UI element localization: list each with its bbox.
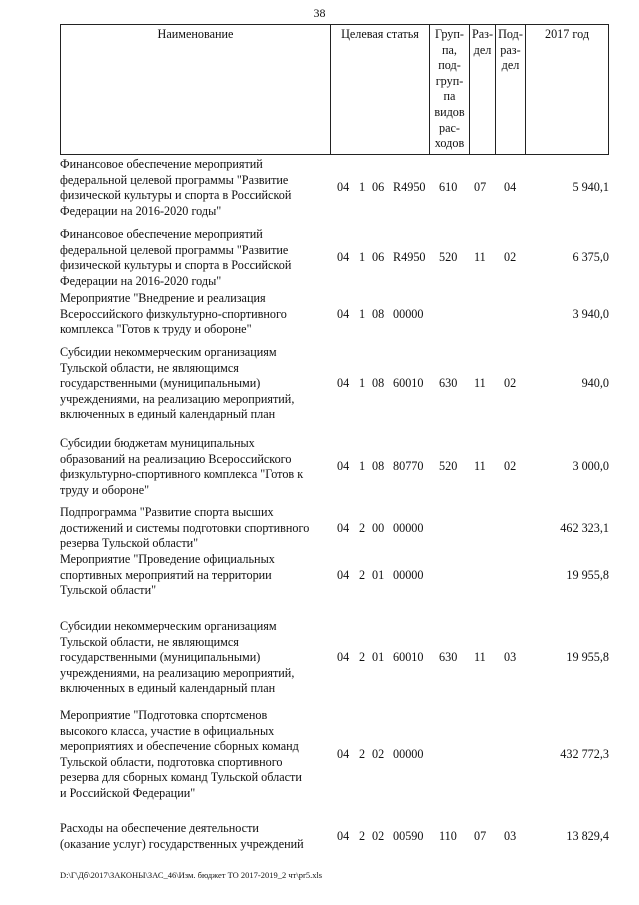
row-name-line: спортивных мероприятий на территории: [60, 567, 272, 582]
amount-2017: 432 772,3: [560, 747, 609, 761]
row-name-line: Мероприятие "Подготовка спортсменов: [60, 708, 268, 722]
row-name-line: включенных в единый календарный план: [60, 681, 276, 696]
amount-2017: 19 955,8: [566, 650, 609, 665]
row-name-line: резерва Тульской области": [60, 536, 199, 551]
target-code-program: 04: [337, 250, 350, 265]
header-line: груп-: [435, 73, 464, 88]
target-code-program: 04: [337, 567, 350, 582]
row-name-line: Мероприятие "Внедрение и реализация: [60, 291, 266, 305]
amount-2017: 13 829,4: [566, 828, 609, 843]
header-line: па,: [442, 42, 457, 57]
row-name-line: Федерации на 2016-2020 годы": [60, 203, 222, 218]
target-code-program: 04: [337, 180, 350, 195]
row-name-line: труду и обороне": [60, 482, 150, 497]
group-code: 630: [439, 650, 458, 665]
header-target: Целевая статья: [330, 25, 429, 154]
row-name: [60, 821, 330, 852]
target-code-event: 08: [372, 376, 385, 391]
header-group: [429, 25, 469, 154]
row-name-line: Тульской области, не являющимся: [60, 360, 239, 375]
group-code: 110: [439, 828, 457, 843]
target-code-direction: 80770: [393, 459, 424, 474]
row-name-line: Подпрограмма "Развитие спорта высших: [60, 505, 274, 519]
target-code-direction: 60010: [393, 650, 424, 665]
row-name-line: Расходы на обеспечение деятельности: [60, 821, 259, 835]
header-year: 2017 год: [525, 25, 608, 154]
row-name-line: Федерации на 2016-2020 годы": [60, 273, 222, 288]
subsection-code: 02: [504, 376, 517, 391]
row-name-line: Всероссийского физкультурно-спортивного: [60, 306, 287, 321]
row-name-line: физической культуры и спорта в Российской: [60, 188, 292, 203]
group-code: 520: [439, 250, 458, 265]
section-code: 11: [474, 650, 486, 665]
row-name-line: федеральной целевой программы "Развитие: [60, 242, 289, 257]
section-code: 07: [474, 180, 487, 195]
target-code-subprogram: 2: [359, 567, 366, 582]
header-line: раз-: [500, 42, 521, 57]
amount-2017: 6 375,0: [572, 250, 609, 265]
target-code-subprogram: 1: [359, 376, 366, 391]
table-header: [60, 24, 609, 155]
row-name: [60, 227, 330, 289]
target-code-subprogram: 1: [359, 306, 366, 321]
subsection-code: 04: [504, 180, 517, 195]
header-line: Под-: [498, 27, 523, 41]
row-name-line: мероприятиях и обеспечение сборных команд: [60, 739, 299, 754]
row-name-line: учреждениями, на реализацию мероприятий,: [60, 665, 295, 680]
section-code: 11: [474, 250, 486, 265]
target-code-program: 04: [337, 520, 350, 535]
target-code-program: 04: [337, 376, 350, 391]
header-line: дел: [501, 58, 520, 73]
target-code-program: 04: [337, 650, 350, 665]
target-code-event: 08: [372, 306, 385, 321]
target-code-event: 02: [372, 828, 385, 843]
row-name: [60, 436, 330, 498]
target-code-subprogram: 1: [359, 250, 366, 265]
row-name: [60, 619, 330, 697]
header-line: под-: [438, 58, 461, 73]
amount-2017: 19 955,8: [566, 567, 609, 582]
target-code-direction: 00000: [393, 747, 424, 761]
target-code-event: 06: [372, 250, 385, 265]
subsection-code: 02: [504, 459, 517, 474]
target-code-event: 00: [372, 520, 385, 535]
row-name-line: достижений и системы подготовки спортивного: [60, 520, 310, 535]
target-code-direction: R4950: [393, 250, 426, 265]
target-code-subprogram: 2: [359, 650, 366, 665]
row-name-line: резерва для сборных команд Тульской области: [60, 770, 302, 785]
row-name-line: федеральной целевой программы "Развитие: [60, 172, 289, 187]
target-code-program: 04: [337, 459, 350, 474]
target-code-subprogram: 1: [359, 180, 366, 195]
group-code: 520: [439, 459, 458, 474]
section-code: 07: [474, 828, 487, 843]
target-code-direction: R4950: [393, 180, 426, 195]
amount-2017: 462 323,1: [560, 520, 609, 535]
header-line: па: [443, 89, 456, 104]
header-line: дел: [473, 42, 492, 57]
target-code-subprogram: 2: [359, 520, 366, 535]
target-code-program: 04: [337, 747, 350, 761]
row-name: [60, 345, 330, 423]
row-name: [60, 552, 330, 599]
subsection-code: 02: [504, 250, 517, 265]
row-name: [60, 505, 330, 552]
target-code-direction: 00000: [393, 520, 424, 535]
header-subsection: [495, 25, 525, 154]
target-code-subprogram: 1: [359, 459, 366, 474]
row-name-line: Тульской области, подготовка спортивного: [60, 754, 283, 769]
row-name-line: Финансовое обеспечение мероприятий: [60, 227, 263, 241]
group-code: 630: [439, 376, 458, 391]
target-code-program: 04: [337, 828, 350, 843]
row-name-line: и Российской Федерации": [60, 785, 196, 800]
amount-2017: 3 940,0: [572, 306, 609, 321]
row-name-line: высокого класса, участие в официальных: [60, 723, 275, 738]
header-line: ходов: [434, 136, 465, 151]
row-name: [60, 291, 330, 338]
row-name-line: государственными (муниципальными): [60, 376, 261, 391]
page-number: 38: [313, 6, 326, 20]
row-name-line: физкультурно-спортивного комплекса "Готов к: [60, 467, 304, 482]
target-code-event: 01: [372, 567, 385, 582]
target-code-subprogram: 2: [359, 828, 366, 843]
row-name-line: Субсидии некоммерческим организациям: [60, 345, 277, 359]
row-name-line: включенных в единый календарный план: [60, 407, 276, 422]
row-name-line: комплекса "Готов к труду и обороне": [60, 322, 252, 337]
row-name-line: Тульской области": [60, 583, 157, 598]
target-code-direction: 00000: [393, 567, 424, 582]
footer-file-path: D:\Г\Дб\2017\ЗАКОНЫ\ЗАС_46\Изм. бюджет ТО 2017-2019_2 чт\pr5.xls: [60, 870, 323, 880]
target-code-subprogram: 2: [359, 747, 366, 761]
header-line: Раз-: [471, 27, 494, 41]
row-name-line: учреждениями, на реализацию мероприятий,: [60, 391, 295, 406]
target-code-direction: 00590: [393, 828, 424, 843]
header-name: Наименование: [157, 27, 234, 41]
group-code: 610: [439, 180, 458, 195]
row-name-line: Субсидии бюджетам муниципальных: [60, 436, 255, 450]
section-code: 11: [474, 376, 486, 391]
row-name-line: образований на реализацию Всероссийского: [60, 451, 292, 466]
row-name-line: Финансовое обеспечение мероприятий: [60, 157, 263, 171]
row-name-line: государственными (муниципальными): [60, 650, 261, 665]
amount-2017: 3 000,0: [572, 459, 609, 474]
row-name-line: Мероприятие "Проведение официальных: [60, 552, 275, 566]
target-code-event: 01: [372, 650, 385, 665]
target-code-event: 08: [372, 459, 385, 474]
header-line: Груп-: [435, 27, 464, 41]
row-name-line: физической культуры и спорта в Российской: [60, 258, 292, 273]
target-code-program: 04: [337, 306, 350, 321]
row-name-line: (оказание услуг) государственных учреждений: [60, 836, 304, 851]
row-name-line: Субсидии некоммерческим организациям: [60, 619, 277, 633]
target-code-direction: 60010: [393, 376, 424, 391]
header-section: [469, 25, 495, 154]
subsection-code: 03: [504, 650, 517, 665]
subsection-code: 03: [504, 828, 517, 843]
target-code-event: 02: [372, 747, 385, 761]
amount-2017: 940,0: [581, 376, 609, 391]
section-code: 11: [474, 459, 486, 474]
row-name: [60, 157, 330, 219]
header-line: рас-: [439, 120, 460, 135]
target-code-event: 06: [372, 180, 385, 195]
target-code-direction: 00000: [393, 306, 424, 321]
row-name: [60, 708, 330, 802]
row-name-line: Тульской области, не являющимся: [60, 634, 239, 649]
header-line: видов: [434, 104, 465, 119]
amount-2017: 5 940,1: [572, 180, 609, 195]
